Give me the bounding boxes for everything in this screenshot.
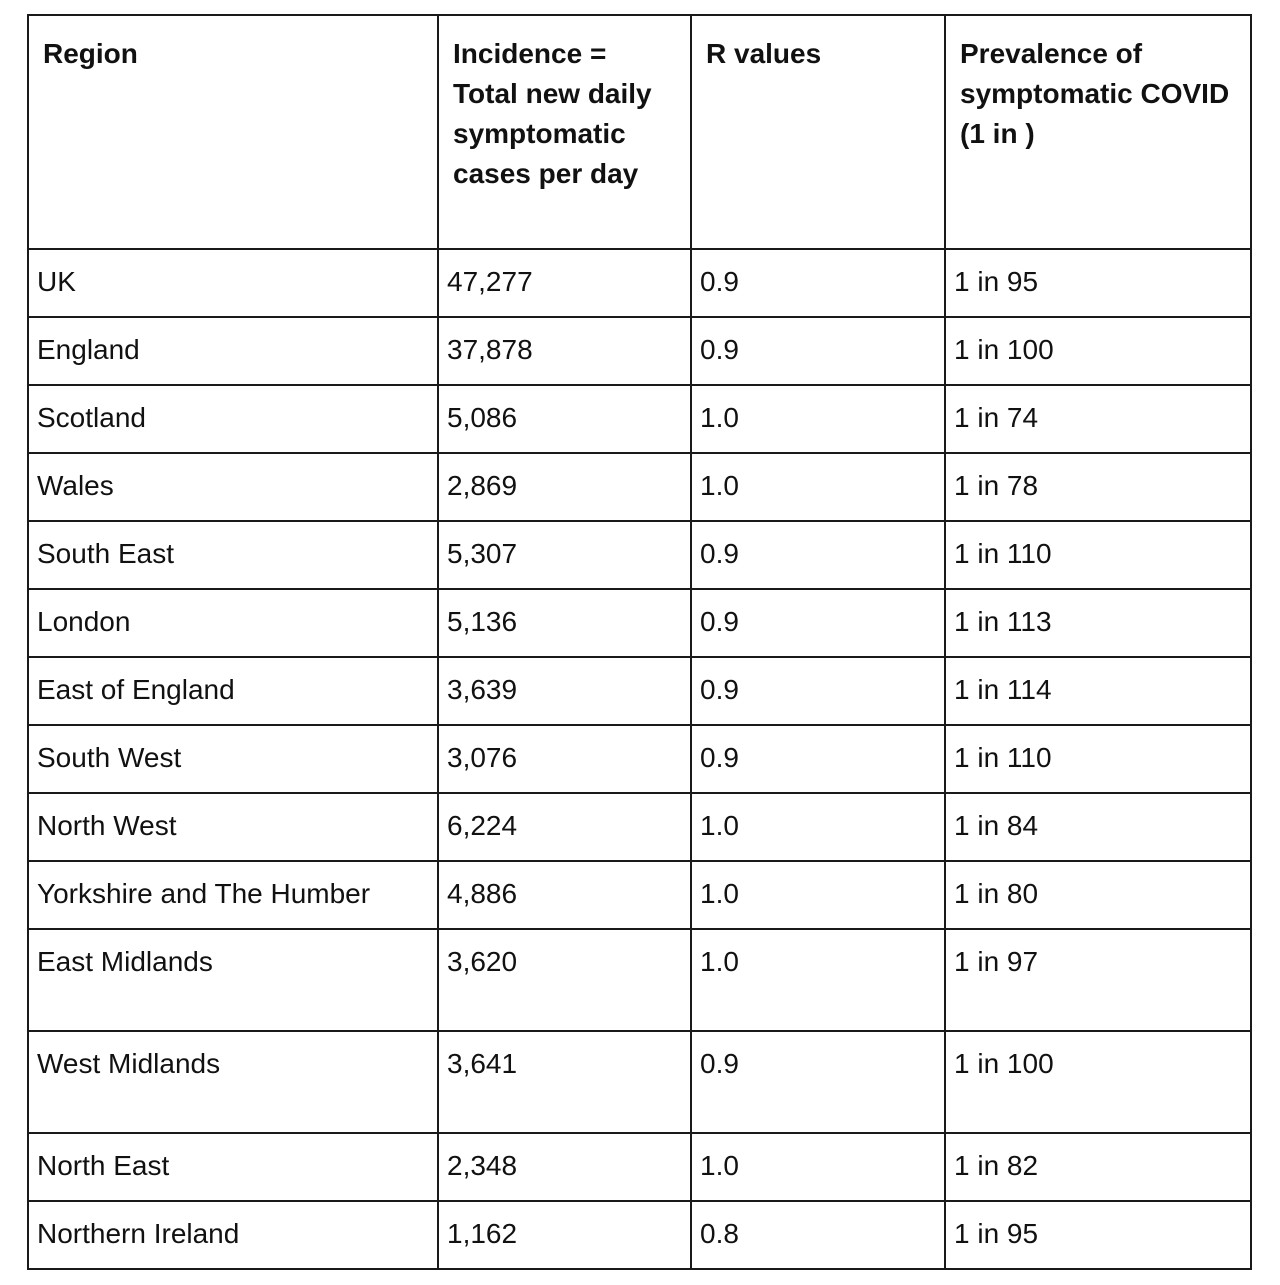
table-row xyxy=(28,725,1251,793)
cell-incidence: 6,224 xyxy=(438,793,691,861)
cell-region: North West xyxy=(28,793,438,861)
cell-prevalence: 1 in 80 xyxy=(945,861,1251,929)
table-row xyxy=(28,1201,1251,1269)
cell-incidence: 3,639 xyxy=(438,657,691,725)
cell-prevalence: 1 in 95 xyxy=(945,1201,1251,1269)
table-row xyxy=(28,589,1251,657)
cell-incidence: 4,886 xyxy=(438,861,691,929)
cell-region: East Midlands xyxy=(28,929,438,1031)
cell-r-value: 0.8 xyxy=(691,1201,945,1269)
cell-r-value: 0.9 xyxy=(691,589,945,657)
table-row xyxy=(28,453,1251,521)
cell-incidence: 5,136 xyxy=(438,589,691,657)
cell-incidence: 1,162 xyxy=(438,1201,691,1269)
table-row xyxy=(28,861,1251,929)
table-row xyxy=(28,385,1251,453)
cell-region: England xyxy=(28,317,438,385)
header-row xyxy=(28,15,1251,249)
cell-region: North East xyxy=(28,1133,438,1201)
cell-region: Yorkshire and The Humber xyxy=(28,861,438,929)
table-row xyxy=(28,317,1251,385)
cell-incidence: 5,307 xyxy=(438,521,691,589)
cell-r-value: 1.0 xyxy=(691,385,945,453)
cell-prevalence: 1 in 113 xyxy=(945,589,1251,657)
cell-prevalence: 1 in 97 xyxy=(945,929,1251,1031)
cell-prevalence: 1 in 74 xyxy=(945,385,1251,453)
cell-r-value: 0.9 xyxy=(691,317,945,385)
cell-prevalence: 1 in 100 xyxy=(945,317,1251,385)
cell-incidence: 37,878 xyxy=(438,317,691,385)
cell-r-value: 1.0 xyxy=(691,1133,945,1201)
table-row xyxy=(28,657,1251,725)
cell-prevalence: 1 in 114 xyxy=(945,657,1251,725)
cell-region: East of England xyxy=(28,657,438,725)
header-prevalence: Prevalence of symptomatic COVID (1 in ) xyxy=(945,15,1251,249)
cell-r-value: 0.9 xyxy=(691,249,945,317)
cell-region: Wales xyxy=(28,453,438,521)
cell-prevalence: 1 in 82 xyxy=(945,1133,1251,1201)
cell-region: Scotland xyxy=(28,385,438,453)
cell-prevalence: 1 in 84 xyxy=(945,793,1251,861)
cell-r-value: 1.0 xyxy=(691,793,945,861)
cell-prevalence: 1 in 95 xyxy=(945,249,1251,317)
cell-prevalence: 1 in 110 xyxy=(945,521,1251,589)
cell-prevalence: 1 in 100 xyxy=(945,1031,1251,1133)
cell-r-value: 0.9 xyxy=(691,657,945,725)
cell-region: South East xyxy=(28,521,438,589)
cell-incidence: 2,869 xyxy=(438,453,691,521)
cell-r-value: 0.9 xyxy=(691,1031,945,1133)
cell-incidence: 47,277 xyxy=(438,249,691,317)
cell-prevalence: 1 in 78 xyxy=(945,453,1251,521)
cell-r-value: 1.0 xyxy=(691,861,945,929)
cell-prevalence: 1 in 110 xyxy=(945,725,1251,793)
cell-r-value: 0.9 xyxy=(691,521,945,589)
header-incidence: Incidence = Total new daily symptomatic cases per day xyxy=(438,15,691,249)
cell-incidence: 5,086 xyxy=(438,385,691,453)
header-r-values: R values xyxy=(691,15,945,249)
table-row xyxy=(28,249,1251,317)
cell-r-value: 1.0 xyxy=(691,453,945,521)
cell-region: West Midlands xyxy=(28,1031,438,1133)
covid-region-table xyxy=(27,14,1252,1270)
cell-r-value: 0.9 xyxy=(691,725,945,793)
cell-incidence: 3,076 xyxy=(438,725,691,793)
cell-region: London xyxy=(28,589,438,657)
cell-region: Northern Ireland xyxy=(28,1201,438,1269)
table-row xyxy=(28,521,1251,589)
cell-incidence: 3,620 xyxy=(438,929,691,1031)
table-row xyxy=(28,793,1251,861)
table-row xyxy=(28,929,1251,1031)
cell-incidence: 3,641 xyxy=(438,1031,691,1133)
cell-region: UK xyxy=(28,249,438,317)
cell-incidence: 2,348 xyxy=(438,1133,691,1201)
table-row xyxy=(28,1031,1251,1133)
cell-r-value: 1.0 xyxy=(691,929,945,1031)
header-region: Region xyxy=(28,15,438,249)
cell-region: South West xyxy=(28,725,438,793)
table-row xyxy=(28,1133,1251,1201)
